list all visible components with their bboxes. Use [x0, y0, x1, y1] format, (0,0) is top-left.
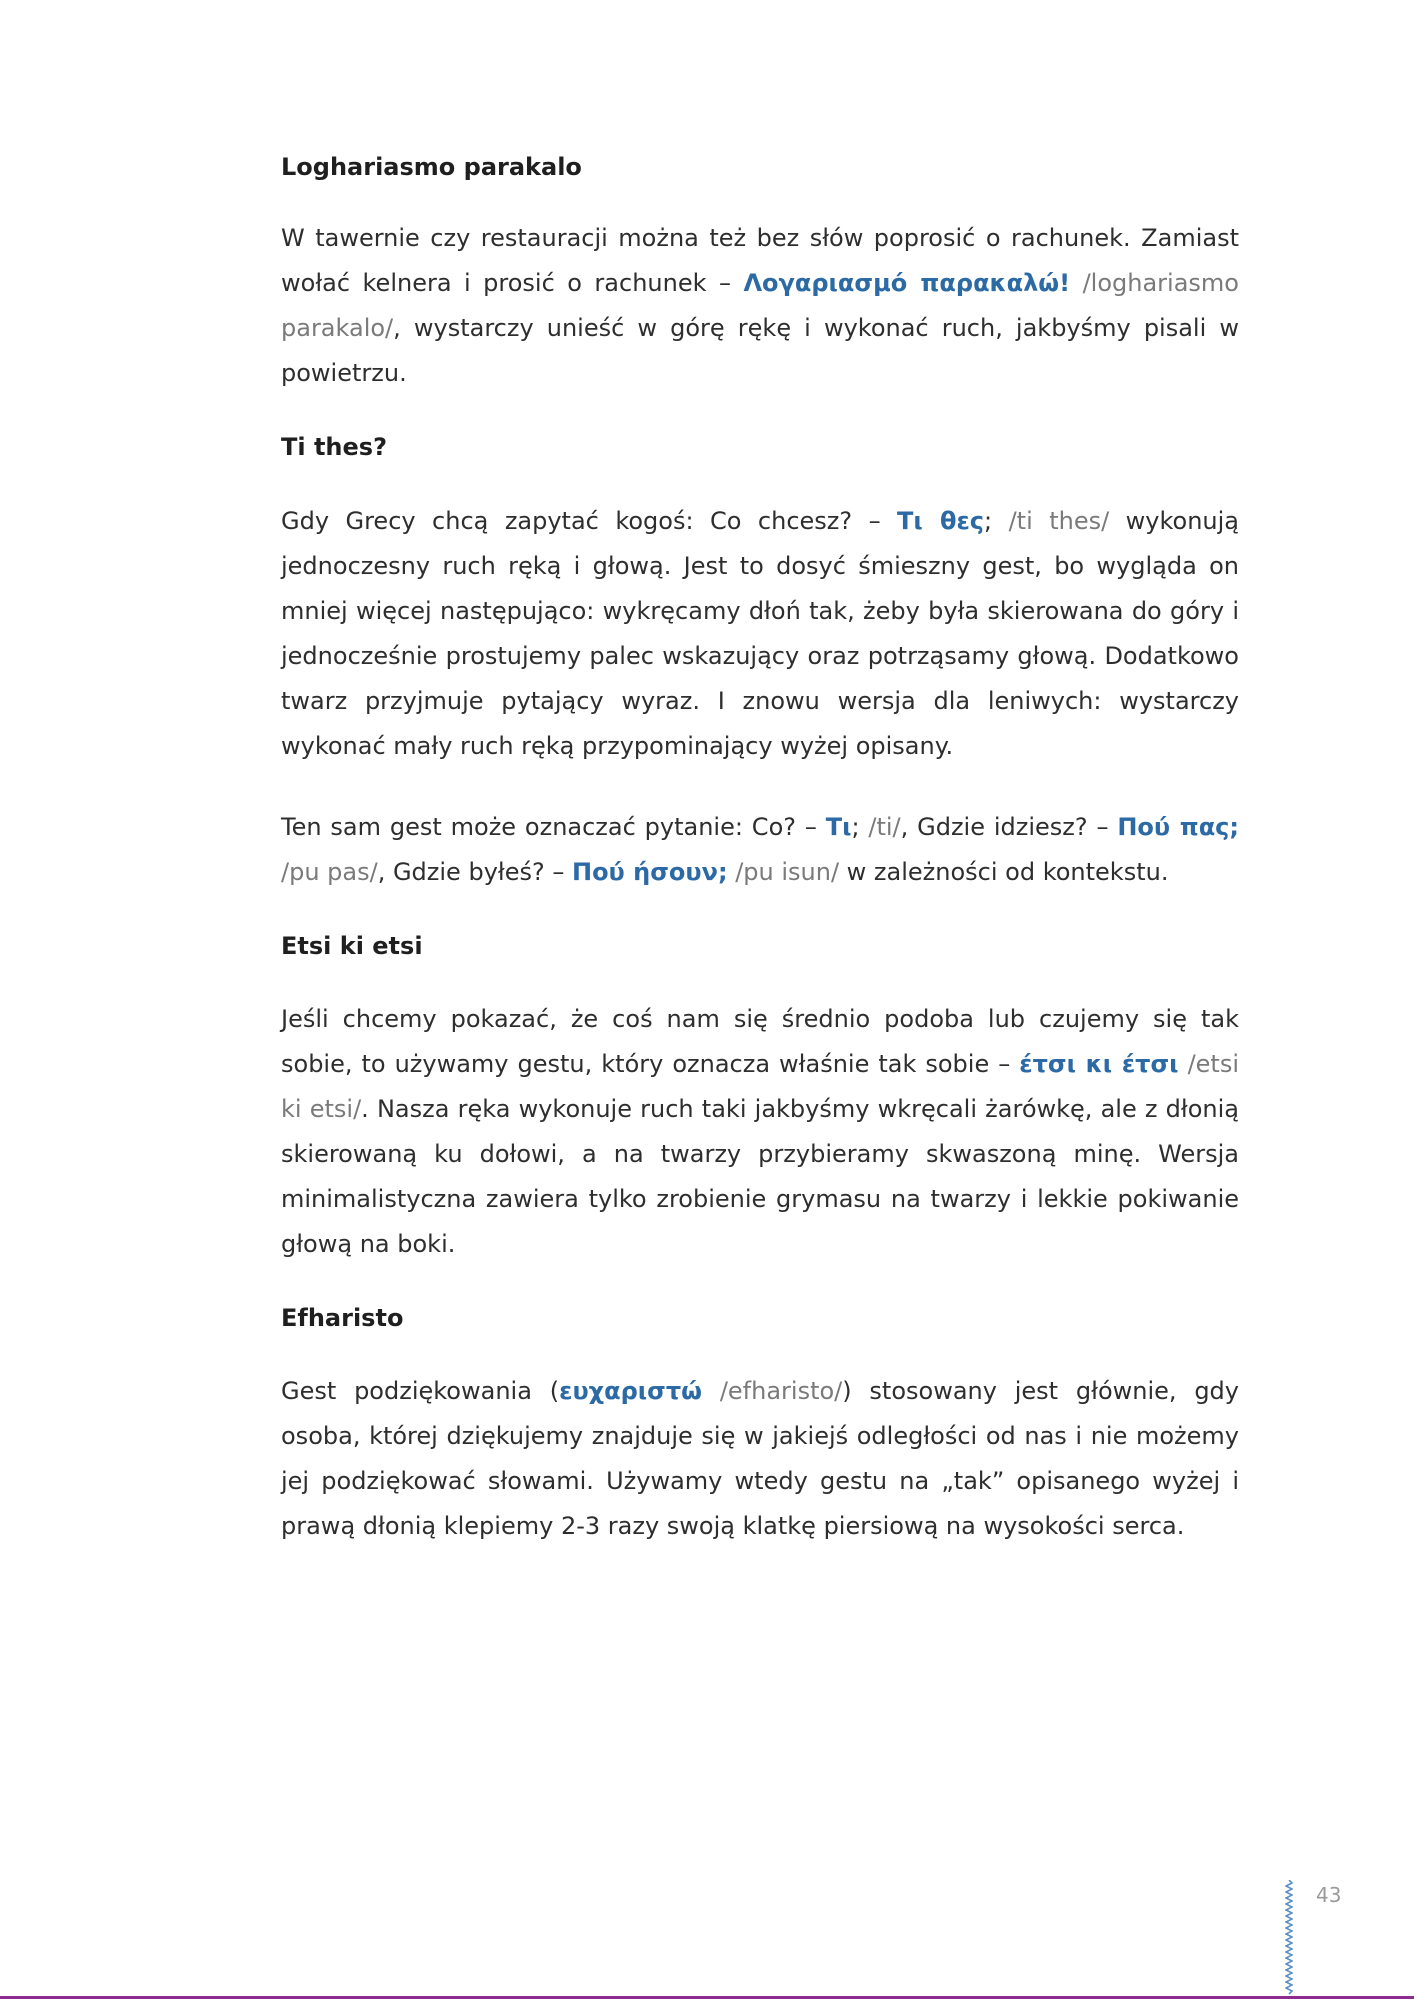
- text-segment: , Gdzie byłeś? –: [377, 858, 572, 886]
- greek-phrase: Πού πας;: [1117, 813, 1240, 841]
- greek-phrase: Τι: [825, 813, 852, 841]
- text-segment: w zależności od kontekstu.: [839, 858, 1169, 886]
- transliteration: /ti thes/: [1008, 507, 1110, 535]
- text-segment: [1070, 269, 1082, 297]
- transliteration: /loghariasmo parakalo/: [281, 269, 1239, 342]
- text-segment: Jeśli chcemy pokazać, że coś nam się średnio podoba lub czujemy się tak sobie, to używamy gestu, który oznacza właśnie tak sobie –: [281, 1005, 1239, 1078]
- transliteration: /pu isun/: [735, 858, 840, 886]
- section-heading-etsi-ki-etsi: Etsi ki etsi: [281, 932, 423, 960]
- page-content: [281, 140, 1239, 1549]
- paragraph-ti-thes-2: [281, 805, 1239, 895]
- greek-phrase: Λογαριασμό παρακαλώ!: [743, 269, 1071, 297]
- text-segment: wykonują jednoczesny ruch ręką i głową. Jest to dosyć śmieszny gest, bo wygląda on mniej więcej następująco: wykręcamy dłoń tak, żeby była skierowana do góry i jednocześnie prostujemy palec wskazujący oraz potrząsamy głową. Dodatkowo twarz przyjmuje pytający wyraz. I znowu wersja dla leniwych: wystarczy wykonać mały ruch ręką przypominający wyżej opisany.: [281, 507, 1239, 760]
- bottom-accent-line: [0, 1996, 1414, 1999]
- page-number: 43: [1316, 1883, 1342, 1907]
- text-segment: , wystarczy unieść w górę rękę i wykonać ruch, jakbyśmy pisali w powietrzu.: [281, 314, 1239, 387]
- text-segment: [1179, 1050, 1188, 1078]
- text-segment: W tawernie czy restauracji można też bez słów poprosić o rachunek. Zamiast wołać kelnera i prosić o rachunek –: [281, 224, 1239, 297]
- text-segment: Gdy Grecy chcą zapytać kogoś: Co chcesz? –: [281, 507, 898, 535]
- paragraph-etsi-ki-etsi: [281, 997, 1239, 1267]
- paragraph-ti-thes: [281, 499, 1239, 769]
- text-segment: Ten sam gest może oznaczać pytanie: Co? –: [281, 813, 826, 841]
- text-segment: Gest podziękowania (: [281, 1377, 560, 1405]
- paragraph-efharisto: [281, 1369, 1239, 1549]
- text-segment: ;: [851, 813, 869, 841]
- text-segment: [702, 1377, 720, 1405]
- section-heading-ti-thes: Ti thes?: [281, 433, 387, 461]
- section-heading-loghariasmo: Loghariasmo parakalo: [281, 153, 582, 181]
- text-segment: , Gdzie idziesz? –: [900, 813, 1118, 841]
- paragraph-loghariasmo: [281, 216, 1239, 396]
- greek-phrase: Πού ήσουν;: [571, 858, 728, 886]
- greek-phrase: Τι θες: [897, 507, 985, 535]
- page-rule-zigzag: [1286, 1880, 1292, 1994]
- transliteration: /etsi ki etsi/: [281, 1050, 1239, 1123]
- greek-phrase: ευχαριστώ: [559, 1377, 703, 1405]
- page-number-rule: [1285, 1880, 1293, 1996]
- text-segment: . Nasza ręka wykonuje ruch taki jakbyśmy wkręcali żarówkę, ale z dłonią skierowaną ku dołowi, a na twarzy przybieramy skwaszoną minę. Wersja minimalistyczna zawiera tylko zrobienie grymasu na twarzy i lekkie pokiwanie głową na boki.: [281, 1095, 1239, 1258]
- greek-phrase: έτσι κι έτσι: [1019, 1050, 1179, 1078]
- transliteration: /efharisto/: [719, 1377, 843, 1405]
- transliteration: /pu pas/: [281, 858, 378, 886]
- text-segment: ) stosowany jest głównie, gdy osoba, której dziękujemy znajduje się w jakiejś odległości od nas i nie możemy jej podziękować słowami. Używamy wtedy gestu na „tak” opisanego wyżej i prawą dłonią klepiemy 2-3 razy swoją klatkę piersiową na wysokości serca.: [281, 1377, 1239, 1540]
- transliteration: /ti/: [868, 813, 901, 841]
- section-heading-efharisto: Efharisto: [281, 1304, 404, 1332]
- text-segment: ;: [984, 507, 1009, 535]
